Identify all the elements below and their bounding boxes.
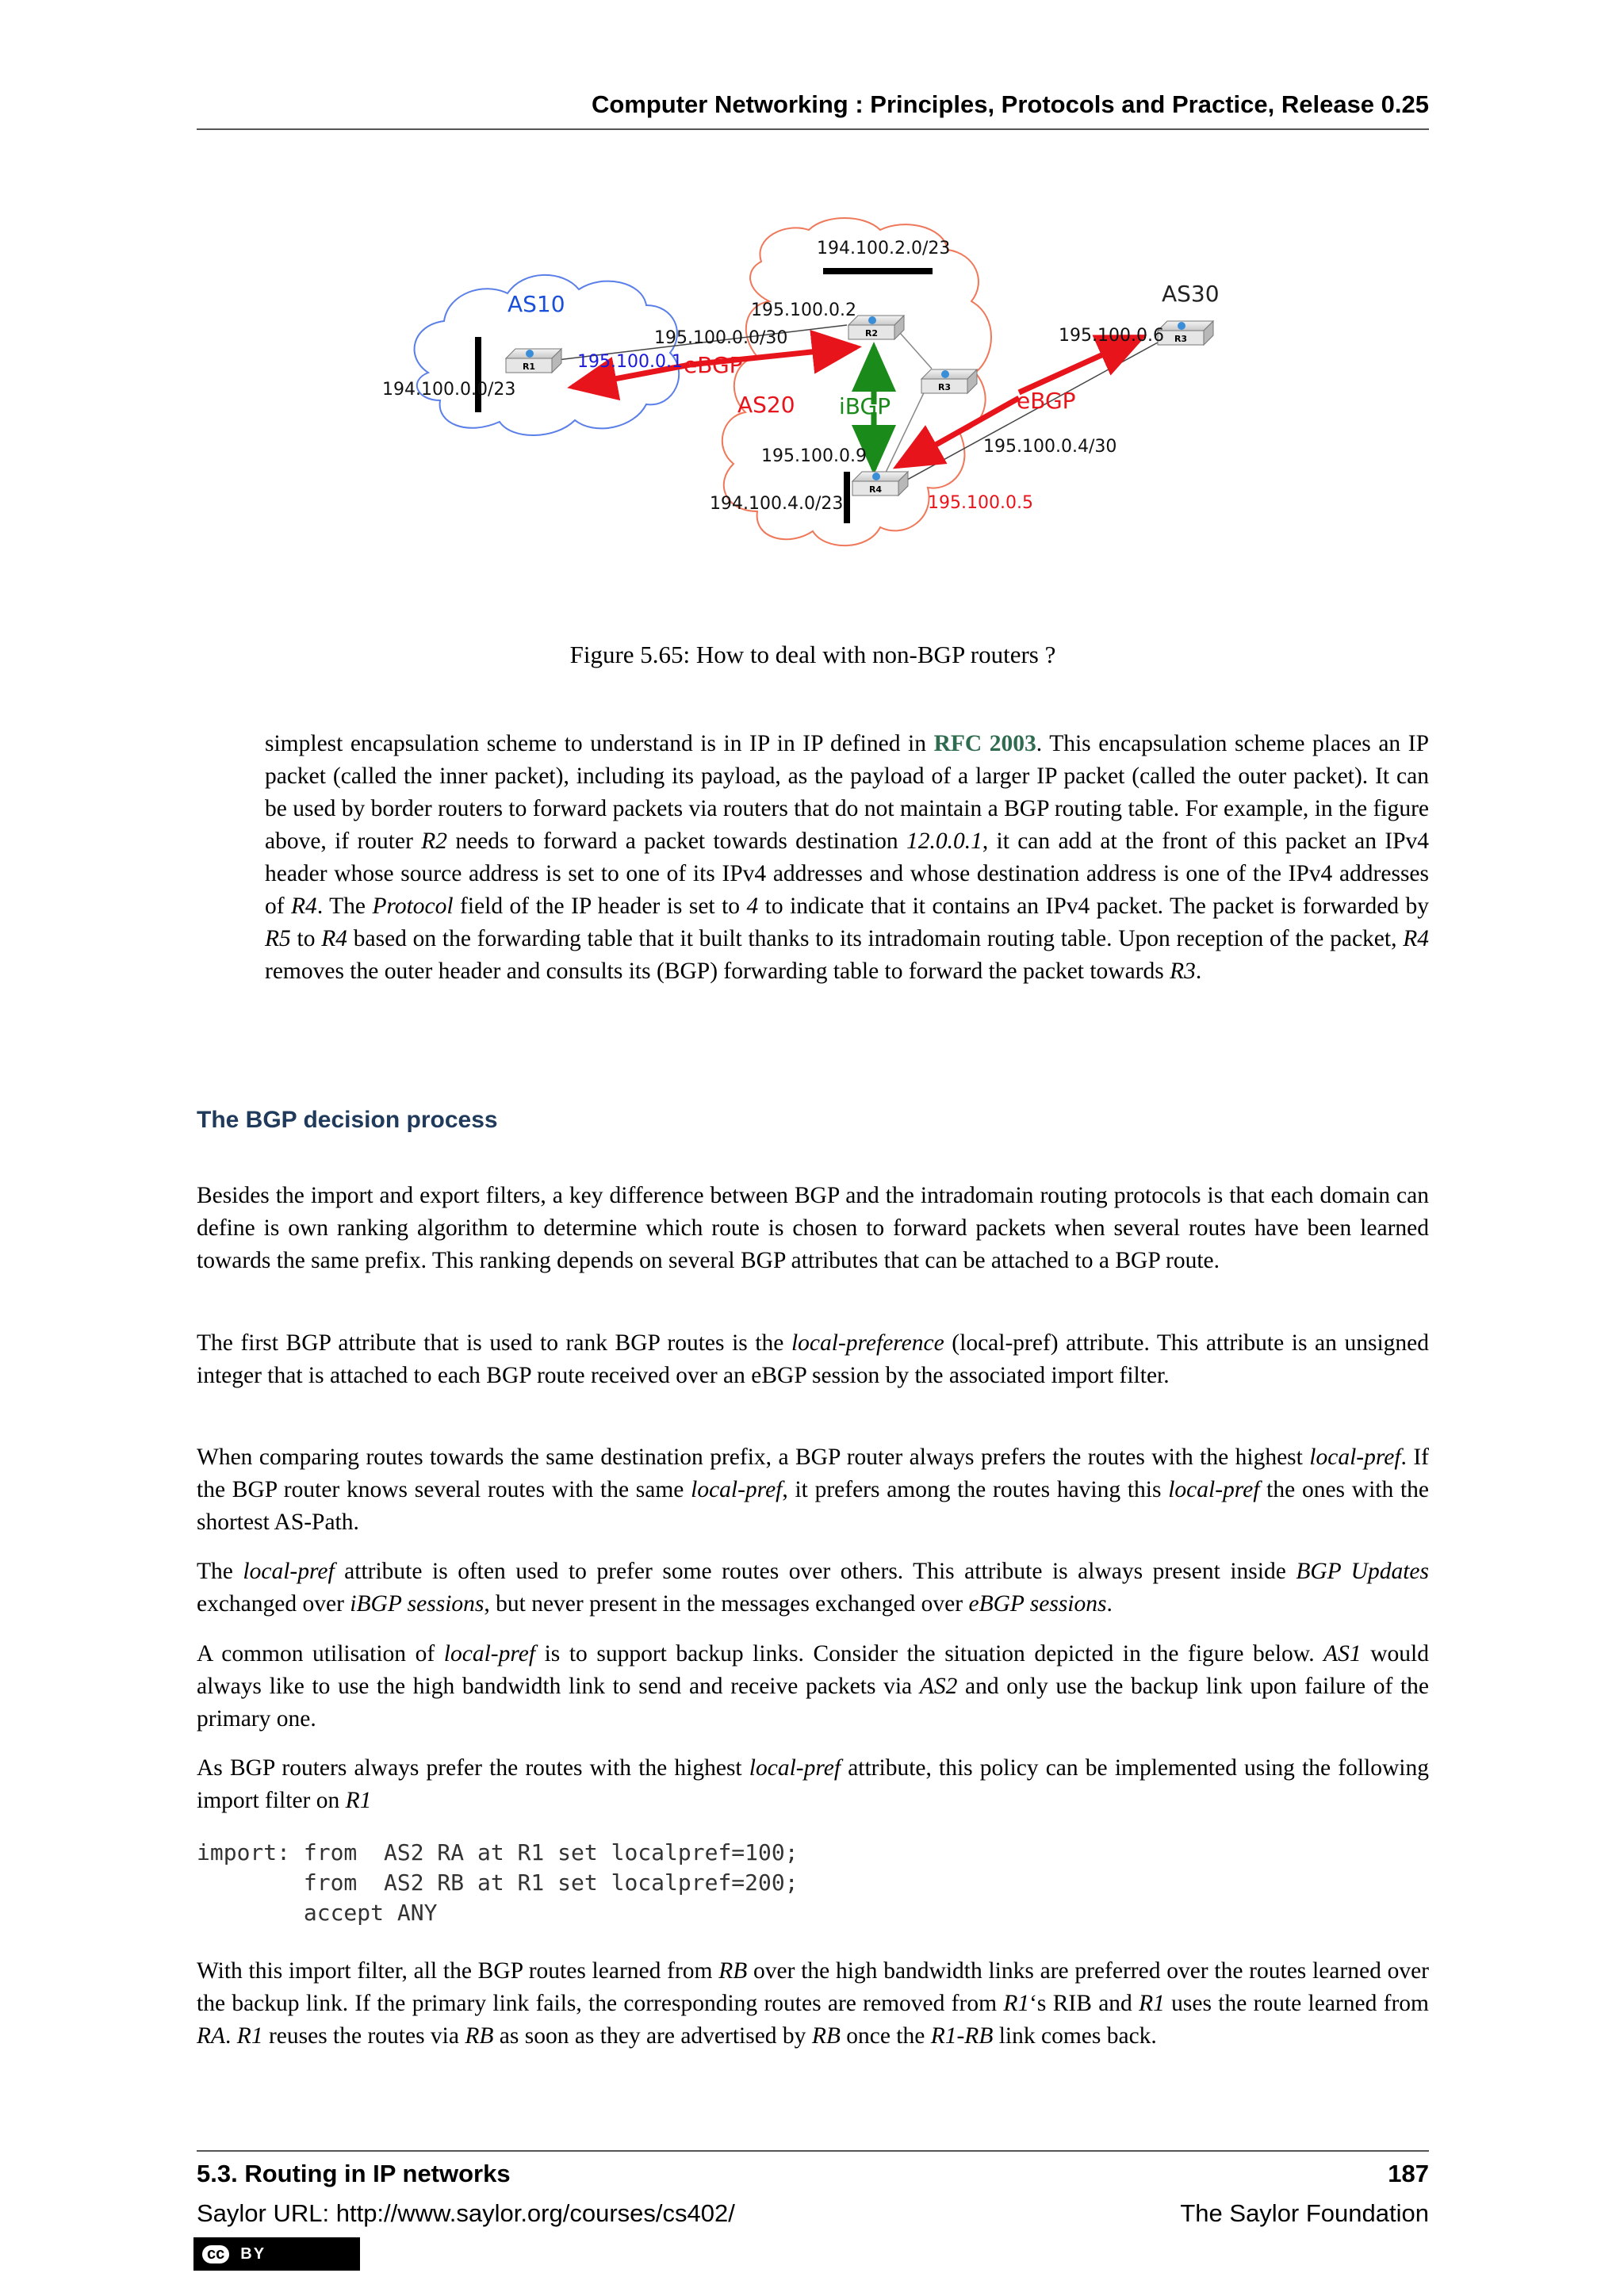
footer-page-number: 187: [1388, 2160, 1429, 2187]
r4-ibgp-address: 195.100.0.9: [761, 446, 867, 466]
r4-address: 195.100.0.5: [928, 493, 1033, 513]
paragraph-backup-links: A common utilisation of local-pref is to support backup links. Consider the situation depicted in the figure below. AS1 would always like to use the high bandwidth link to send and receive packets via AS2 and only use the backup link upon failure of the primary one.: [197, 1641, 1429, 1732]
rfc-2003-link[interactable]: RFC 2003: [933, 731, 1036, 756]
link-r2-r3: [900, 333, 932, 369]
as10-label: AS10: [508, 291, 565, 317]
router-r4: [852, 472, 908, 496]
router-r1-label: R1: [522, 362, 536, 372]
router-r3-as30: [1158, 321, 1213, 345]
router-r3-internal: [921, 369, 977, 393]
router-r2-icon: [868, 316, 876, 324]
paragraph-import-filter-result: With this import filter, all the BGP routes learned from RB over the high bandwidth links are preferred over the routes learned over the backup link. If the primary link fails, the corresponding routes are removed from R1‘s RIB and R1 uses the route learned from RA. R1 reuses the routes via RB as soon as they are advertised by RB once the R1-RB link comes back.: [197, 1958, 1429, 2049]
as30-label: AS30: [1162, 281, 1220, 307]
figure-caption: Figure 5.65: How to deal with non-BGP routers ?: [569, 641, 1056, 668]
as10-lan-prefix: 194.100.0.0/23: [382, 380, 516, 400]
ebgp-right-label: eBGP: [1017, 388, 1076, 414]
router-r2-label: R2: [864, 328, 879, 339]
footer-saylor-url[interactable]: Saylor URL: http://www.saylor.org/courses/cs402/: [197, 2199, 735, 2227]
footer-publisher: The Saylor Foundation: [1180, 2199, 1429, 2227]
import-filter-code: import: from AS2 RA at R1 set localpref=100; from AS2 RB at R1 set localpref=200; accept ANY: [197, 1839, 799, 1926]
header-rule: [197, 128, 1429, 130]
footer-section-title: 5.3. Routing in IP networks: [197, 2160, 511, 2187]
paragraph-import-filter-intro: As BGP routers always prefer the routes with the highest local-pref attribute, this policy can be implemented using the following import filter on R1: [197, 1755, 1429, 1813]
router-r1: [506, 349, 561, 373]
cc-by-license-badge[interactable]: [193, 2237, 360, 2271]
by-label: BY: [240, 2244, 266, 2263]
as20-label: AS20: [737, 392, 795, 418]
link-r1-r2-prefix: 195.100.0.0/30: [654, 328, 788, 348]
footer-rule: [197, 2150, 1429, 2152]
ebgp-left-label: eBGP: [684, 352, 743, 378]
r1-address: 195.100.0.1: [577, 352, 683, 372]
paragraph-ip-in-ip: simplest encapsulation scheme to understand is in IP in IP defined in RFC 2003. This encapsulation scheme places an IP packet (called the inner packet), including its payload, as the payload of a larger IP packet (called the outer packet). It can be used by border routers to forward packets via routers that do not maintain a BGP routing table. For example, in the figure above, if router R2 needs to forward a packet towards destination 12.0.0.1, it can add at the front of this packet an IPv4 header whose source address is set to one of its IPv4 addresses and whose destination address is one of the IPv4 addresses of R4. The Protocol field of the IP header is set to 4 to indicate that it contains an IPv4 packet. The packet is forwarded by R5 to R4 based on the forwarding table that it built thanks to its intradomain routing table. Upon reception of the packet, R4 removes the outer header and consults its (BGP) forwarding table to forward the packet towards R3.: [265, 731, 1429, 984]
cc-icon: cc: [201, 2244, 231, 2265]
router-r4-label: R4: [868, 484, 883, 495]
running-header: Computer Networking : Principles, Protocols and Practice, Release 0.25: [591, 90, 1429, 118]
as20-bottom-lan-prefix: 194.100.4.0/23: [710, 494, 844, 514]
section-heading: The BGP decision process: [197, 1107, 498, 1133]
r3-address: 195.100.0.6: [1059, 326, 1164, 346]
network-figure: [373, 214, 1253, 626]
ibgp-label: iBGP: [839, 393, 891, 419]
router-r4-icon: [872, 473, 880, 480]
router-r3-internal-icon: [941, 370, 949, 378]
paragraph-compare-routes: When comparing routes towards the same destination prefix, a BGP router always prefers the routes with the highest local-pref. If the BGP router knows several routes with the same local-pref, it prefers among the routes having this local-pref the ones with the shortest AS-Path.: [197, 1445, 1429, 1535]
paragraph-decision-intro: Besides the import and export filters, a key difference between BGP and the intradomain routing protocols is that each domain can define is own ranking algorithm to determine which route is chosen to forward packets when several routes have been learned towards the same prefix. This ranking depends on several BGP attributes that can be attached to a BGP route.: [197, 1183, 1429, 1273]
link-r4-r3-prefix: 195.100.0.4/30: [983, 437, 1117, 457]
router-r2: [848, 316, 904, 339]
router-r3-internal-label: R3: [937, 382, 952, 392]
paragraph-local-pref: The first BGP attribute that is used to rank BGP routes is the local-preference (local-pref) attribute. This attribute is an unsigned integer that is attached to each BGP route received over an eBGP session by the associated import filter.: [197, 1330, 1429, 1388]
router-r3-as30-icon: [1178, 322, 1185, 330]
router-r3-as30-label: R3: [1174, 334, 1188, 344]
router-r1-icon: [526, 350, 534, 358]
r2-address: 195.100.0.2: [751, 300, 856, 320]
as20-top-lan-prefix: 194.100.2.0/23: [817, 239, 951, 258]
paragraph-local-pref-usage: The local-pref attribute is often used to prefer some routes over others. This attribute is always present inside BGP Updates exchanged over iBGP sessions, but never present in the messages exchanged over eBGP sessions.: [197, 1559, 1430, 1617]
